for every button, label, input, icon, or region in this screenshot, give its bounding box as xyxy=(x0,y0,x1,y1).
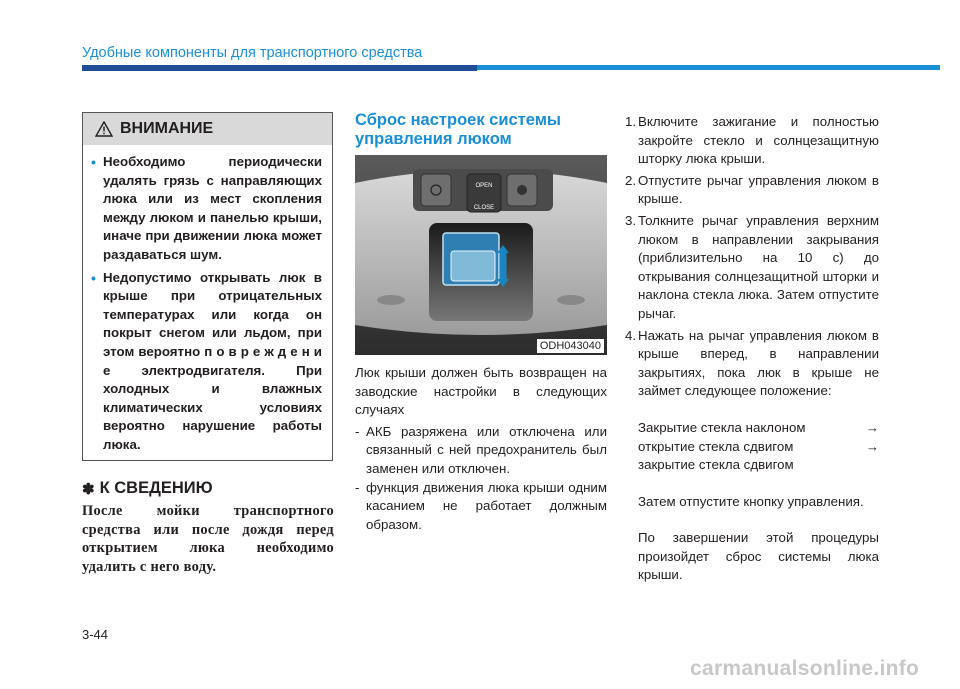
arrow-right-icon: → xyxy=(865,419,879,435)
overhead-console-illustration xyxy=(355,155,607,355)
note-title: ✽ К СВЕДЕНИЮ xyxy=(82,479,213,498)
reset-result: По завершении этой процедуры произойдет сброс системы люка крыши. xyxy=(638,530,879,583)
bullet-icon: • xyxy=(91,154,96,170)
header-rule-accent xyxy=(82,65,477,71)
note-star-icon: ✽ xyxy=(82,480,95,498)
close-label: CLOSE xyxy=(473,205,495,211)
section-intro: Люк крыши должен быть возвращен на заводские настройки в следующих случаях xyxy=(355,365,607,418)
warning-title: ВНИМАНИЕ xyxy=(120,120,214,137)
warning-box xyxy=(82,112,333,461)
warning-header xyxy=(83,113,332,145)
list-item: - функция движения люка крыши одним касанием не работает должным образом. xyxy=(355,479,607,532)
sunroof-control-photo xyxy=(355,155,607,355)
header-title: Удобные компоненты для транспортного средства xyxy=(82,45,423,61)
lock-icon xyxy=(517,185,527,195)
section-title: Сброс настроек системы управления люком xyxy=(355,111,562,148)
warning-item: • Необходимо периодически удалять грязь с направляющих люка или из мест скопления между люком и панелью крыши, иначе при движении люка может раздаваться шум. xyxy=(91,154,322,262)
position-sequence: Закрытие стекла наклоном → открытие стекла сдвигом → закрытие стекла сдвигом xyxy=(638,419,879,473)
step-item: 3. Толкните рычаг управления верхним люком в направлении закрывания (приблизительно на 10 с) до открывания солнцезащитной шторки и наклона стекла люка. Затем отпустите рычаг. xyxy=(625,212,879,321)
list-item: - АКБ разряжена или отключена или связанный с ней предохранитель был заменен или отключен. xyxy=(355,423,607,476)
step-item: 4. Нажать на рычаг управления люком в крыше вперед, в направлении закрытиях, пока люк в крыше не займет следующее положение: xyxy=(625,327,879,399)
page-number: 3-44 xyxy=(82,627,109,642)
image-code: ODH043040 xyxy=(537,339,604,353)
warning-item: • Недопустимо открывать люк в крыше при отрицательных температурах или когда он покрыт снегом или льдом, при этом вероятно п о в р е ж д е н и е электродвигателя. При холодных и влажных климатических условиях вероятно нарушение работы люка. xyxy=(91,269,322,452)
section-body xyxy=(355,364,607,534)
arrow-right-icon: → xyxy=(865,438,879,454)
watermark: carmanualsonline.info xyxy=(690,657,920,680)
steps-column xyxy=(625,113,879,585)
step-item: 1. Включите зажигание и полностью закройте стекло и солнцезащитную шторку люка крыши. xyxy=(625,114,879,167)
note-text: После мойки транспортного средства или после дождя перед открытием люка необходимо удалить с него воду. xyxy=(82,503,334,575)
open-label: OPEN xyxy=(475,183,493,189)
bullet-icon: • xyxy=(91,269,96,286)
warning-triangle-icon xyxy=(95,121,113,137)
step-item: 2. Отпустите рычаг управления люком в крыше. xyxy=(625,172,879,207)
release-instruction: Затем отпустите кнопку управления. xyxy=(638,493,864,509)
warning-list xyxy=(83,145,332,455)
